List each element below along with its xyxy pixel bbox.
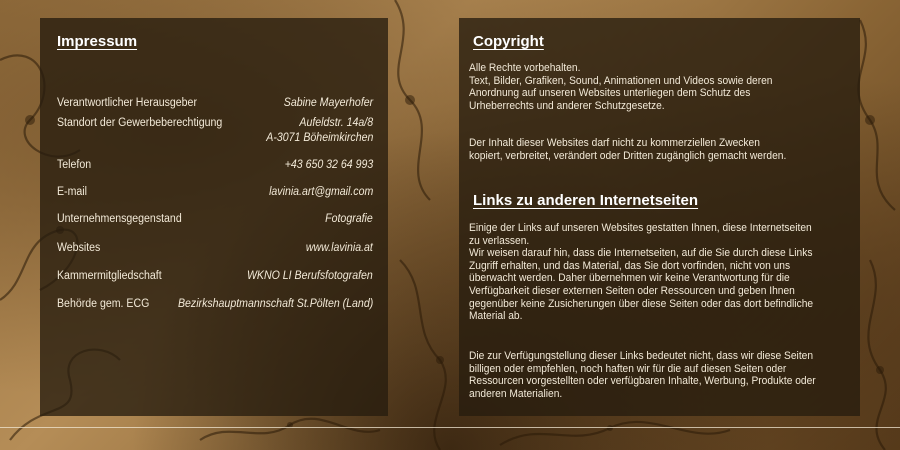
text-line: Wir weisen darauf hin, dass die Internetseiten, auf die Sie durch diese Links [469,247,813,260]
row-value-standort-city: A-3071 Böheimkirchen [265,132,373,144]
text-line: Text, Bilder, Grafiken, Sound, Animationen und Videos sowie deren [469,74,773,87]
row-value-herausgeber: Sabine Mayerhofer [283,97,373,109]
text-line: Alle Rechte vorbehalten. [469,62,581,74]
copyright-paragraph-1 [469,62,772,112]
row-label-gegenstand: Unternehmensgegenstand [57,213,182,225]
row-label-kammer: Kammermitgliedschaft [57,270,162,282]
text-line: überwacht werden. Daher übernehmen wir keine Verantwortung für die [469,272,790,285]
text-line: Urheberrechts und anderer Schutzgesetze. [469,99,665,112]
links-paragraph-1 [469,222,813,323]
impressum-title: Impressum [57,33,138,50]
row-label-websites: Websites [57,242,101,254]
text-line: Einige der Links auf unseren Websites gestatten Ihnen, diese Internetseiten [469,222,812,234]
text-line: anderen Materialien. [469,387,563,400]
text-line: billigen oder empfehlen, noch haften wir für die auf diesen Seiten oder [469,362,787,375]
row-value-telefon[interactable]: +43 650 32 64 993 [284,159,373,171]
row-value-behoerde: Bezirkshauptmannschaft St.Pölten (Land) [177,298,373,310]
text-line: Der Inhalt dieser Websites darf nicht zu kommerziellen Zwecken [469,137,760,149]
text-line: Anordnung auf unseren Websites unterliegen dem Schutz des [469,87,751,100]
copyright-title: Copyright [473,33,544,50]
row-label-standort: Standort der Gewerbeberechtigung [57,117,223,129]
row-value-standort-street: Aufeldstr. 14a/8 [299,117,373,129]
text-line: Zugriff erhalten, und das Material, das Sie dort vorfinden, nicht von uns [469,259,791,272]
row-label-behoerde: Behörde gem. ECG [57,298,150,310]
text-line: kopiert, verbreitet, verändert oder Dritten zugänglich gemacht werden. [469,149,787,162]
text-line: zu verlassen. [469,234,530,247]
text-line: Material ab. [469,310,523,323]
row-value-gegenstand: Fotografie [325,213,373,225]
bottom-divider [0,427,900,428]
row-label-telefon: Telefon [57,159,92,171]
row-label-email: E-mail [57,186,87,198]
row-value-kammer: WKNÖ LI Berufsfotografen [247,270,373,282]
text-line: Die zur Verfügungstellung dieser Links bedeutet nicht, dass wir diese Seiten [469,350,814,362]
row-label-herausgeber: Verantwortlicher Herausgeber [57,97,197,109]
links-title: Links zu anderen Internetseiten [473,192,699,209]
row-value-website-link[interactable]: www.lavinia.at [305,242,373,254]
text-line: Verfügbarkeit dieser externen Seiten oder Ressourcen und geben Ihnen [469,284,795,297]
links-paragraph-2 [469,350,816,400]
row-value-email-link[interactable]: lavinia.art@gmail.com [268,186,373,198]
copyright-paragraph-2 [469,137,786,162]
text-line: gegenüber keine Zusicherungen über diese Seiten oder das dort befindliche [469,297,814,310]
text-line: Ressourcen vorgestellten oder verfügbaren Inhalte, Werbung, Produkte oder [469,375,816,388]
